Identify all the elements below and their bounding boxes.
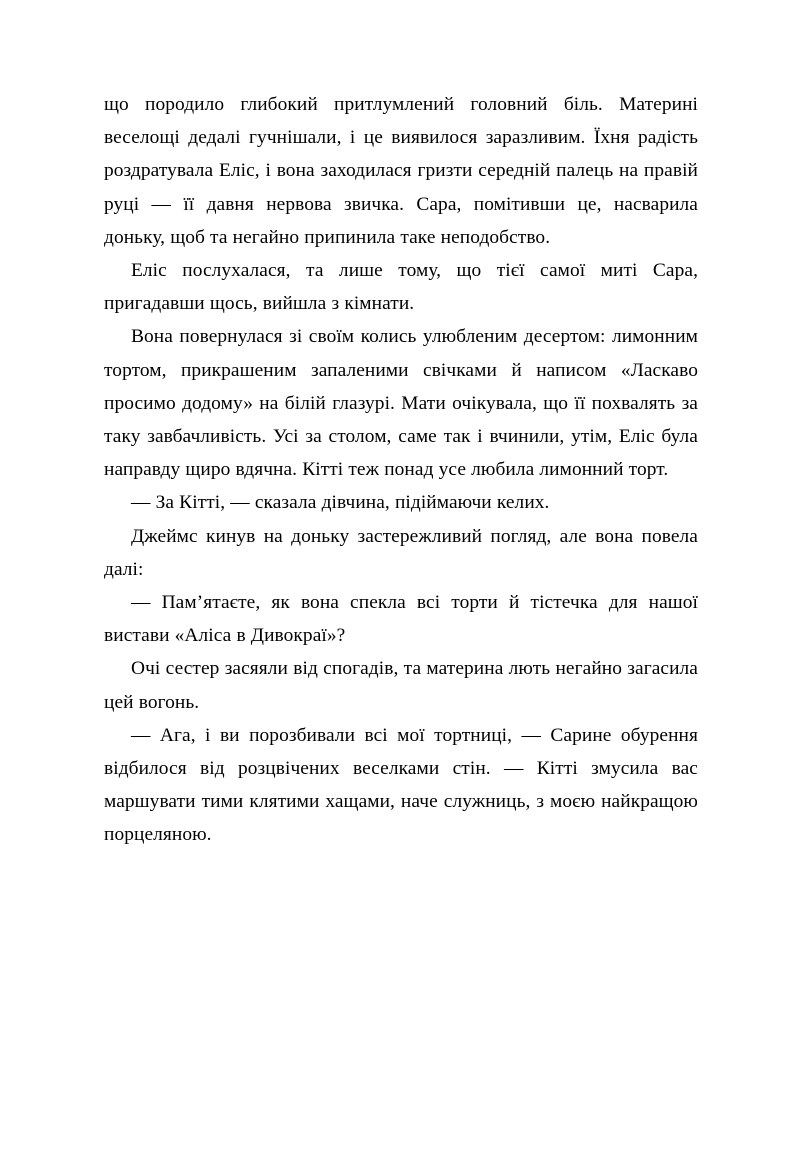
paragraph-dialogue: — Ага, і ви порозбивали всі мої тортниці, — Сарине обурення відбилося від розцвічених веселками стін. — Кітті змусила вас маршувати тими клятими хащами, наче служниць, з моєю найкращою порцеляною. bbox=[104, 724, 698, 846]
paragraph: Джеймс кинув на доньку застережливий погляд, але вона повела далі: bbox=[104, 525, 698, 580]
paragraph-continuation: що породило глибокий притлумлений головний біль. Материні веселощі дедалі гучнішали, і це виявилося заразливим. Їхня радість роздратувала Еліс, і вона заходилася гризти середній палець на правій руці — її давня нервова звичка. Сара, помітивши це, насварила доньку, щоб та негайно припинила таке неподобство. bbox=[104, 94, 698, 248]
paragraph: Еліс послухалася, та лише тому, що тієї самої миті Сара, пригадавши щось, вийшла з кімнати. bbox=[104, 260, 698, 315]
paragraph: Вона повернулася зі своїм колись улюбленим десертом: лимонним тортом, прикрашеним запаленими свічками й написом «Ласкаво просимо додому» на білій глазурі. Мати очікувала, що її похвалять за таку завбачливість. Усі за столом, саме так і вчинили, утім, Еліс була направду щиро вдячна. Кітті теж понад усе любила лимонний торт. bbox=[104, 326, 698, 481]
text-column bbox=[104, 88, 698, 852]
paragraph-dialogue: — За Кітті, — сказала дівчина, підіймаючи келих. bbox=[131, 492, 550, 514]
paragraph-dialogue: — Пам’ятаєте, як вона спекла всі торти й тістечка для нашої вистави «Аліса в Дивокраї»? bbox=[104, 592, 698, 647]
paragraph: Очі сестер засяяли від спогадів, та материна лють негайно загасила цей вогонь. bbox=[104, 658, 698, 713]
